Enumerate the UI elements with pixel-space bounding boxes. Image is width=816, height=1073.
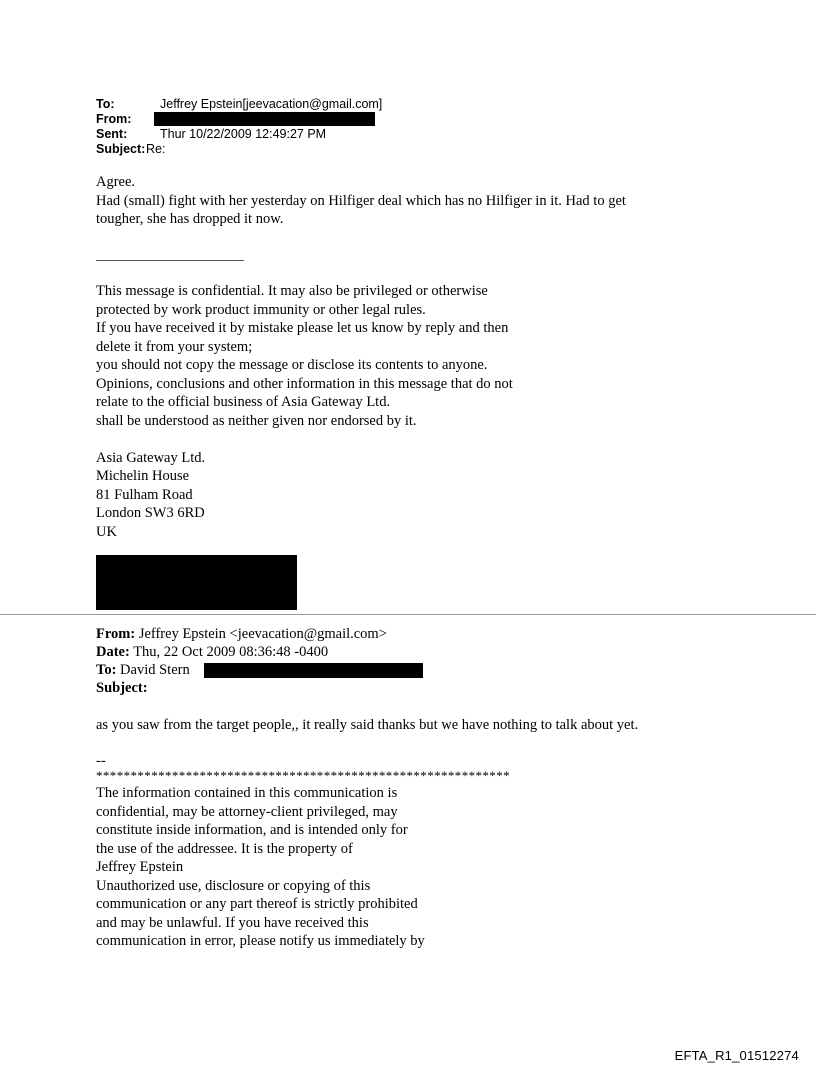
disclaimer-line: and may be unlawful. If you have received this (96, 914, 369, 931)
header-subject-label: Subject: (96, 142, 146, 156)
disclaimer-line: communication in error, please notify us immediately by (96, 933, 425, 949)
fwd-signature (96, 755, 510, 951)
address-line: London SW3 6RD (96, 505, 205, 521)
message-body (96, 173, 626, 229)
body-line: Agree. (96, 174, 136, 190)
address-line: Asia Gateway Ltd. (96, 449, 206, 466)
fwd-body (96, 716, 638, 735)
disclaimer-line: communication or any part thereof is strictly prohibited (96, 896, 418, 912)
address-line: Michelin House (96, 468, 190, 484)
fwd-to-label: To: (96, 662, 117, 678)
address-line: UK (96, 523, 117, 540)
fwd-date-label: Date: (96, 644, 130, 660)
document-id: EFTA_R1_01512274 (674, 1048, 799, 1063)
sig-dashes: -- (96, 753, 106, 769)
fwd-to-row (96, 661, 387, 679)
confidentiality-notice (96, 282, 513, 541)
address-line: 81 Fulham Road (96, 486, 193, 503)
fwd-body-line: as you saw from the target people,, it really said thanks but we have nothing to talk about yet. (96, 717, 639, 733)
fwd-date-row (96, 643, 387, 661)
notice-line: If you have received it by mistake please let us know by reply and then (96, 320, 509, 336)
fwd-from-row (96, 625, 387, 643)
section-divider (0, 614, 816, 615)
disclaimer-line: The information contained in this communication is (96, 785, 398, 801)
fwd-from-value: Jeffrey Epstein <jeevacation@gmail.com> (138, 626, 387, 642)
notice-line: you should not copy the message or disclose its contents to anyone. (96, 357, 488, 373)
header-from-label: From: (96, 112, 132, 126)
disclaimer-line: confidential, may be attorney-client privileged, may (96, 803, 398, 820)
fwd-date-value: Thu, 22 Oct 2009 08:36:48 -0400 (133, 644, 329, 660)
header-to-value: Jeffrey Epstein[jeevacation@gmail.com] (160, 97, 383, 111)
asterisk-rule: ************************************************************ (96, 768, 510, 783)
redaction-bar (204, 663, 423, 678)
redaction-bar (154, 112, 375, 126)
notice-line: delete it from your system; (96, 338, 253, 355)
fwd-to-value: David Stern (120, 662, 190, 678)
notice-line: relate to the official business of Asia Gateway Ltd. (96, 394, 391, 410)
header-subject-value: Re: (146, 142, 166, 156)
header-sent-value: Thur 10/22/2009 12:49:27 PM (160, 127, 327, 141)
body-line: tougher, she has dropped it now. (96, 211, 284, 227)
notice-line: This message is confidential. It may also be privileged or otherwise (96, 283, 488, 299)
redaction-bar (96, 555, 297, 610)
disclaimer-line: Unauthorized use, disclosure or copying of this (96, 877, 371, 894)
body-line: Had (small) fight with her yesterday on Hilfiger deal which has no Hilfiger in it. Had to get (96, 192, 626, 209)
notice-line: protected by work product immunity or other legal rules. (96, 301, 426, 318)
disclaimer-line: Jeffrey Epstein (96, 859, 184, 875)
fwd-subject-label: Subject: (96, 680, 148, 696)
header-sent-label: Sent: (96, 127, 128, 141)
signature-rule (96, 260, 244, 261)
disclaimer-line: the use of the addressee. It is the property of (96, 840, 353, 857)
header-to-label: To: (96, 97, 115, 111)
fwd-from-label: From: (96, 626, 136, 642)
forwarded-message (96, 625, 387, 697)
notice-line: shall be understood as neither given nor endorsed by it. (96, 412, 417, 429)
disclaimer-line: constitute inside information, and is intended only for (96, 822, 408, 838)
fwd-subject-row (96, 679, 387, 697)
notice-line: Opinions, conclusions and other information in this message that do not (96, 375, 513, 392)
